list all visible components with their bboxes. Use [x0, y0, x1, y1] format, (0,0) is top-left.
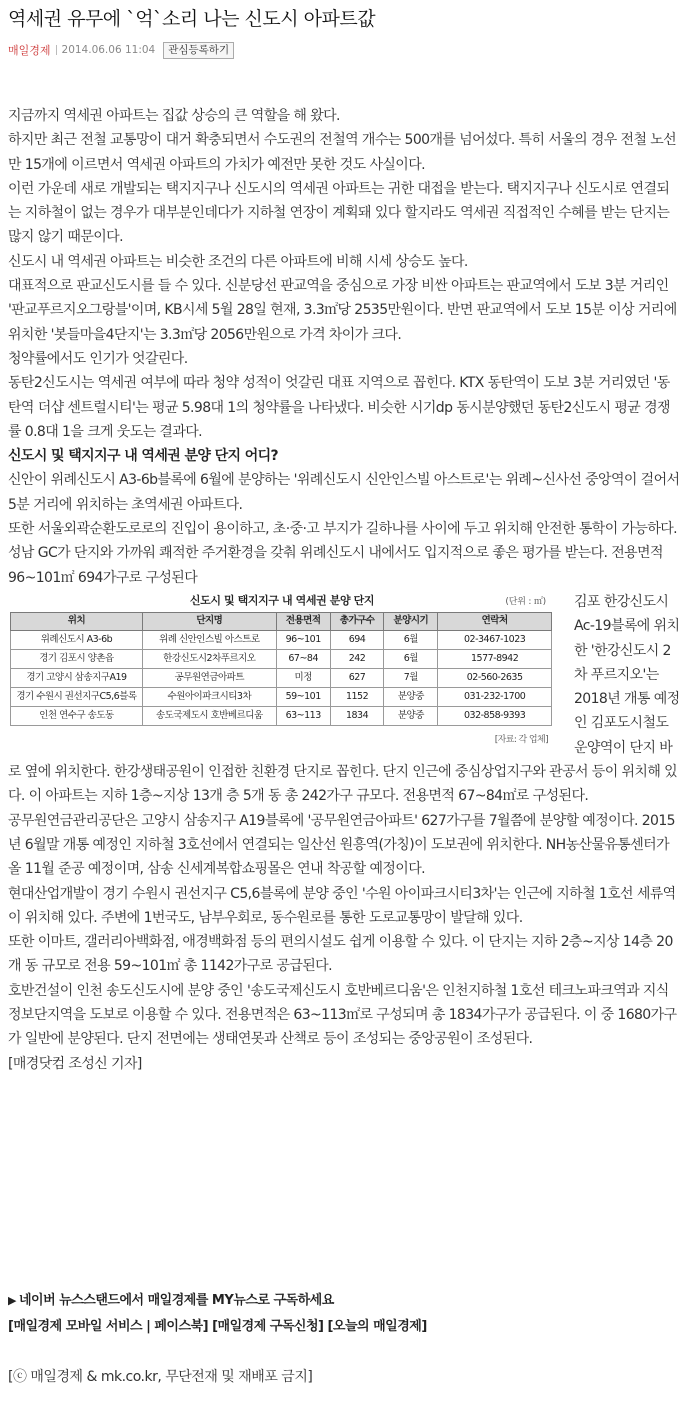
- news-stand-link[interactable]: [8, 1290, 678, 1312]
- table-cell: 한강신도시2차푸르지오: [142, 649, 276, 668]
- table-header-cell: 연락처: [438, 612, 552, 630]
- table-cell: 경기 김포시 양촌읍: [11, 649, 143, 668]
- table-cell: 수원아이파크시티3차: [142, 687, 276, 706]
- news-stand-link-label: 네이버 뉴스스탠드에서 매일경제를 MY뉴스로 구독하세요: [18, 1293, 334, 1308]
- table-cell: 위례신도시 A3-6b: [11, 630, 143, 649]
- table-unit: (단위 : ㎡): [505, 596, 546, 607]
- paragraph: 김포 한강신도시 Ac-19블록에 위치한 '한강신도시 2차 푸르지오'는 2018년 개통 예정인 김포도시철도 운양역이 단지 바로 옆에 위치한다. 한강생태공원이 인접한 친환경 단지로 꼽힌다. 단지 인근에 중심상업지구와 관공서 등이 위치해 있다. 이 아파트는 지하 1층~지상 13개 층 5개 동 총 242가구 규모다. 전용면적 67~84㎡로 구성된다.: [8, 593, 680, 805]
- table-cell: 031-232-1700: [438, 687, 552, 706]
- paragraph: 신안이 위례신도시 A3-6b블록에 6월에 분양하는 '위례신도시 신안인스빌 아스트로'는 위례~신사선 중앙역이 걸어서 5분 거리에 위치하는 초역세권 아파트다.: [8, 472, 680, 513]
- article-header: [8, 6, 678, 59]
- table-cell: 분양중: [384, 706, 438, 725]
- table-row: [11, 668, 552, 687]
- article-date: 2014.06.06 11:04: [61, 44, 156, 56]
- table-cell: 63~113: [276, 706, 330, 725]
- units-table: [10, 612, 552, 726]
- subscribe-button[interactable]: 관심등록하기: [163, 42, 234, 59]
- article-title: 역세권 유무에 `억`소리 나는 신도시 아파트값: [8, 8, 376, 30]
- table-cell: 1152: [330, 687, 384, 706]
- table-cell: 032-858-9393: [438, 706, 552, 725]
- table-header-cell: 전용면적: [276, 612, 330, 630]
- article-body: [8, 104, 680, 1076]
- paragraph: 공무원연금관리공단은 고양시 삼송지구 A19블록에 '공무원연금아파트' 627가구를 7월쯤에 분양할 예정이다. 2015년 6월말 개통 예정인 지하철 3호선에서 연결되는 일산선 원흥역(가칭)이 도보권에 위치한다. NH농산물유통센터가 올 11월 준공 예정이며, 삼송 신세계복합쇼핑몰은 연내 착공할 예정이다.: [8, 812, 675, 878]
- units-table-image: [8, 592, 568, 748]
- paragraph: 이런 가운데 새로 개발되는 택지지구나 신도시의 역세권 아파트는 귀한 대접을 받는다. 택지지구나 신도시로 연결되는 지하철이 없는 경우가 대부분인데다가 지하철 연장이 계획돼 있다 할지라도 역세권 직접적인 수혜를 받는 단지는 많지 않기 때문이다.: [8, 180, 670, 246]
- paragraph: 호반건설이 인천 송도신도시에 분양 중인 '송도국제신도시 호반베르디움'은 인천지하철 1호선 테크노파크역과 지식정보단지역을 도보로 이용할 수 있다. 전용면적은 63~113㎡로 구성되며 총 1834가구가 공급된다. 이 중 1680가구가 일반에 분양된다. 단지 전면에는 생태연못과 산책로 등이 조성되는 중앙공원이 조성된다.: [8, 982, 677, 1048]
- meta-divider: [56, 45, 57, 55]
- article-footer: [8, 1290, 678, 1388]
- paragraph: 동탄2신도시는 역세권 여부에 따라 청약 성적이 엇갈린 대표 지역으로 꼽힌다. KTX 동탄역이 도보 3분 거리였던 '동탄역 더샵 센트럴시티'는 평균 5.98대 1의 청약률을 나타냈다. 비슷한 시기dp 동시분양했던 동탄2신도시 평균 경쟁률 0.8대 1을 크게 웃도는 결과다.: [8, 375, 670, 440]
- today-paper-link[interactable]: [오늘의 매일경제]: [327, 1319, 427, 1334]
- table-cell: 인천 연수구 송도동: [11, 706, 143, 725]
- table-cell: 1577-8942: [438, 649, 552, 668]
- table-cell: 6월: [384, 649, 438, 668]
- byline: [매경닷컴 조성신 기자]: [8, 1055, 142, 1072]
- table-cell: 67~84: [276, 649, 330, 668]
- table-cell: 위례 신안인스빌 아스트로: [142, 630, 276, 649]
- table-cell: 59~101: [276, 687, 330, 706]
- table-cell: 공무원연금아파트: [142, 668, 276, 687]
- play-arrow-icon: ▶: [8, 1294, 16, 1307]
- copyright-notice: [ⓒ 매일경제 & mk.co.kr, 무단전재 및 재배포 금지]: [8, 1369, 313, 1385]
- table-row: [11, 687, 552, 706]
- table-header-row: [11, 612, 552, 630]
- article-meta: [8, 41, 678, 59]
- mobile-service-link[interactable]: [매일경제 모바일 서비스 | 페이스북]: [8, 1319, 209, 1334]
- table-source: [자료: 각 업체]: [494, 734, 548, 745]
- table-cell: 02-3467-1023: [438, 630, 552, 649]
- table-cell: 242: [330, 649, 384, 668]
- paragraph: 신도시 내 역세권 아파트는 비슷한 조건의 다른 아파트에 비해 시세 상승도 높다.: [8, 253, 468, 270]
- table-header-cell: 분양시기: [384, 612, 438, 630]
- table-row: [11, 630, 552, 649]
- table-title: 신도시 및 택지지구 내 역세권 분양 단지: [189, 593, 375, 607]
- table-cell: 627: [330, 668, 384, 687]
- source-label[interactable]: 매일경제: [8, 44, 51, 57]
- table-cell: 6월: [384, 630, 438, 649]
- table-row: [11, 706, 552, 725]
- paragraph: 또한 서울외곽순환도로로의 진입이 용이하고, 초·중·고 부지가 길하나를 사이에 두고 위치해 안전한 통학이 가능하다. 성남 GC가 단지와 가까워 쾌적한 주거환경을 갖춰 위례신도시 내에서도 입지적으로 좋은 평가를 받는다. 전용면적 96~101㎡ 694가구로 구성된다: [8, 521, 678, 586]
- table-row: [11, 649, 552, 668]
- paragraph: 지금까지 역세권 아파트는 집값 상승의 큰 역할을 해 왔다.: [8, 108, 340, 124]
- table-cell: 미정: [276, 668, 330, 687]
- table-cell: 경기 수원시 권선지구C5,6블록: [11, 687, 143, 706]
- table-cell: 1834: [330, 706, 384, 725]
- table-cell: 02-560-2635: [438, 668, 552, 687]
- footer-links: [8, 1316, 678, 1338]
- paragraph: 하지만 최근 전철 교통망이 대거 확충되면서 수도권의 전철역 개수는 500개를 넘어섰다. 특히 서울의 경우 전철 노선만 15개에 이르면서 역세권 아파트의 가치가 예전만 못한 것도 사실이다.: [8, 132, 677, 173]
- table-cell: 분양중: [384, 687, 438, 706]
- table-cell: 송도국제도시 호반베르디움: [142, 706, 276, 725]
- table-header-cell: 총가구수: [330, 612, 384, 630]
- table-cell: 96~101: [276, 630, 330, 649]
- section-subheading: 신도시 및 택지지구 내 역세권 분양 단지 어디?: [8, 448, 279, 465]
- table-header-cell: 위치: [11, 612, 143, 630]
- table-cell: 경기 고양시 삼송지구A19: [11, 668, 143, 687]
- paragraph: 또한 이마트, 갤러리아백화점, 애경백화점 등의 편의시설도 쉽게 이용할 수 있다. 이 단지는 지하 2층~지상 14층 20개 동 규모로 전용 59~101㎡ 총 1142가구로 공급된다.: [8, 934, 673, 975]
- table-cell: 7월: [384, 668, 438, 687]
- table-header-cell: 단지명: [142, 612, 276, 630]
- paragraph: 대표적으로 판교신도시를 들 수 있다. 신분당선 판교역을 중심으로 가장 비싼 아파트는 판교역에서 도보 3분 거리인 '판교푸르지오그랑블'이며, KB시세 5월 28일 현재, 3.3㎡당 2535만원이다. 반면 판교역에서 도보 15분 이상 거리에 위치한 '봇들마을4단지'는 3.3㎡당 2056만원으로 가격 차이가 크다.: [8, 278, 677, 343]
- paragraph: 청약률에서도 인기가 엇갈린다.: [8, 350, 188, 367]
- subscribe-paper-link[interactable]: [매일경제 구독신청]: [212, 1319, 324, 1334]
- table-cell: 694: [330, 630, 384, 649]
- paragraph: 현대산업개발이 경기 수원시 권선지구 C5,6블록에 분양 중인 '수원 아이파크시티3차'는 인근에 지하철 1호선 세류역이 위치해 있다. 주변에 1번국도, 남부우회로, 동수원로를 통한 도로교통망이 발달해 있다.: [8, 885, 676, 926]
